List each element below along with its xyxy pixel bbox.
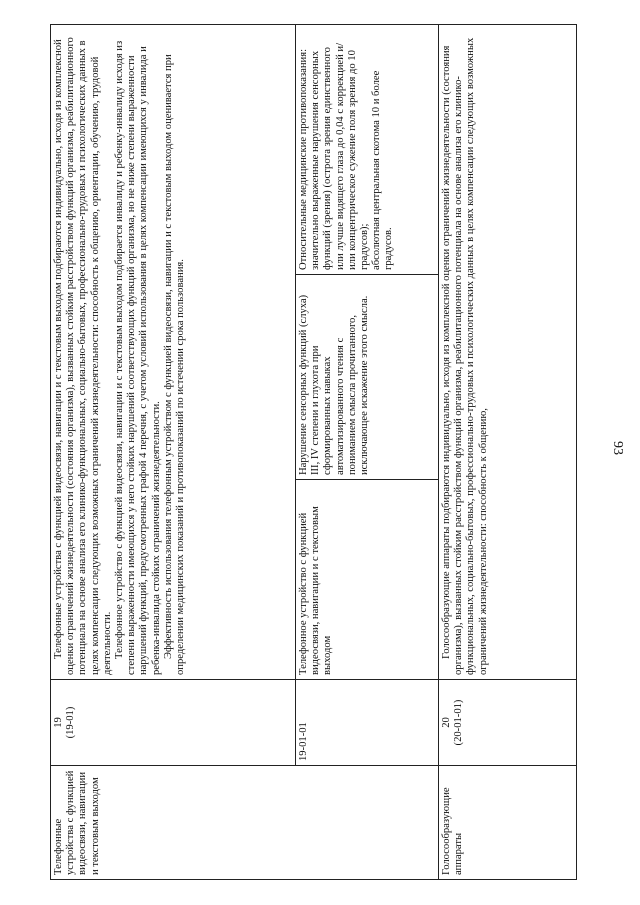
item-code: 19-01-01	[296, 680, 439, 766]
code-subnumber: (19-01)	[65, 706, 77, 739]
code-subnumber: (20-01-01)	[453, 699, 465, 746]
document-sheet	[50, 25, 576, 880]
device-group-name: Голосообразующие аппараты	[439, 766, 577, 880]
contraindications-last: абсолютная центральная скотома 10 и более градусов.	[371, 70, 395, 270]
device-group-code	[51, 680, 296, 766]
rules-paragraph-1: Телефонные устройства с функцией видеосвязи, навигации и с текстовым выходом подбираются индивидуально, исходя из комплексной оценки ограничений жизнедеятельности (состояния организма), вызванных стойким расстройством функций организма, реабилитационного потенциала на основе анализа его клинико-функциональных, социально-бытовых, профессионально-трудовых и психологических данных в целях компенсации следующих возможных ограничений жизнедеятельности: способность к общению, ориентации, обучению, трудовой деятельности.	[53, 37, 113, 675]
item-indications: Нарушение сенсорных функций (слуха) III, IV степени и глухота при сформированных навыках автоматизированного чтения с пониманием смысла прочитанного, исключающее искажение этого смысла.	[296, 275, 439, 480]
assistive-devices-table	[50, 24, 577, 880]
table-row-20	[439, 25, 577, 880]
selection-rules-text	[51, 25, 296, 680]
code-number: 20	[441, 717, 452, 728]
table-row-19	[51, 25, 296, 880]
item-contraindications	[296, 25, 439, 275]
page-number: 93	[610, 441, 625, 455]
selection-rules-text	[439, 25, 577, 680]
rules-paragraph-1: Голосообразующие аппараты подбираются индивидуально, исходя из комплексной оценки ограничений жизнедеятельности (состояния организма), вызванных стойким расстройством функций организма, реабилитационного потенциала на основе анализа его клинико-функциональных, социально-бытовых, профессионально-трудовых и психологических данных в целях компенсации следующих возможных ограничений жизнедеятельности: способность к общению,	[441, 37, 489, 675]
table-row-19-01-01	[296, 25, 439, 880]
rules-paragraph-2: Телефонное устройство с функцией видеосвязи, навигации и с текстовым выходом подбирается инвалиду и ребенку-инвалиду исходя из степени выраженности имеющихся у него стойких нарушений соответствующих функций организма, но не ниже степени выраженности нарушений функций, предусмотренных графой 4 перечня, с учетом условий использования в целях компенсации имеющихся у инвалида и ребенка-инвалида стойких ограничений жизнедеятельности.	[114, 40, 162, 675]
contraindications-body: значительно выраженные нарушения сенсорных функций (зрения) (острота зрения единственного или лучше видящего глаза до 0,04 с коррекцией и/или концентрическое сужение поля зрения до 10 градусов);	[310, 42, 371, 270]
contraindications-title: Относительные медицинские противопоказания:	[298, 48, 309, 270]
device-group-name: Телефонные устройства с функцией видеосвязи, навигации и текстовым выходом	[51, 766, 439, 880]
item-device-name: Телефонное устройство с функцией видеосвязи, навигации и с текстовым выходом	[296, 480, 439, 680]
device-group-code	[439, 680, 577, 766]
code-number: 19	[53, 717, 64, 728]
rules-paragraph-3: Эффективность использования телефонным устройством с функцией видеосвязи, навигации и с текстовым выходом оценивается при определении медицинских показаний и противопоказаний по истечении срока пользования.	[162, 54, 187, 675]
